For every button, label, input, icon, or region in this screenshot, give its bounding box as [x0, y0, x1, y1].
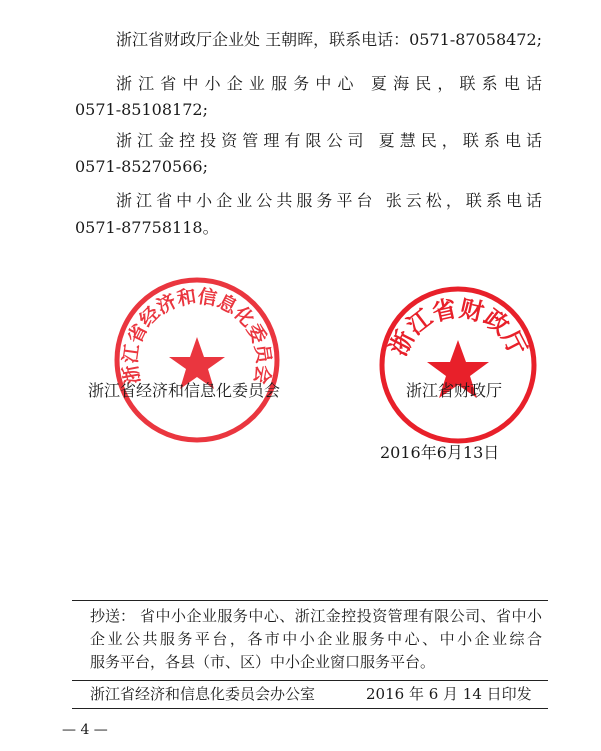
contact-phone-1: 0571-87058472;	[409, 30, 543, 49]
contact-line-2: 浙江省中小企业服务中心 夏海民，联系电话	[116, 74, 542, 93]
right-seal-text: 浙江省财政厅	[383, 293, 533, 361]
contact-label-1: 浙江省财政厅企业处 王朝晖，联系电话：	[116, 30, 410, 49]
cc-line-3: 服务平台，各县（市、区）中小企业窗口服务平台。	[90, 653, 436, 671]
signature-right-org: 浙江省财政厅	[406, 381, 503, 400]
page-number: — 4 —	[62, 722, 108, 738]
left-official-seal	[112, 275, 282, 445]
contact-phone-4: 0571-87758118。	[75, 218, 219, 237]
signature-left-org: 浙江省经济和信息化委员会	[88, 381, 281, 400]
footer-top-rule	[72, 600, 548, 601]
right-official-seal	[378, 285, 538, 445]
contact-line-3: 浙江金控投资管理有限公司 夏慧民，联系电话	[116, 131, 542, 150]
left-seal-text: 浙江省经济和信息化委员会	[119, 285, 275, 386]
contact-phone-2: 0571-85108172;	[75, 100, 208, 119]
contact-line-4: 浙江省中小企业公共服务平台 张云松，联系电话	[116, 191, 542, 210]
contact-line-1	[116, 30, 542, 50]
cc-line-2: 企业公共服务平台，各市中小企业服务中心、中小企业综合	[90, 630, 542, 648]
cc-line-1: 省中小企业服务中心、浙江金控投资管理有限公司、省中小	[140, 607, 542, 625]
issuer: 浙江省经济和信息化委员会办公室	[90, 685, 316, 703]
issue-date: 2016 年 6 月 14 日印发	[366, 685, 532, 703]
contact-phone-3: 0571-85270566;	[75, 157, 208, 176]
signature-date: 2016年6月13日	[380, 443, 500, 462]
footer-bottom-rule	[72, 708, 548, 709]
cc-label: 抄送：	[90, 607, 136, 625]
